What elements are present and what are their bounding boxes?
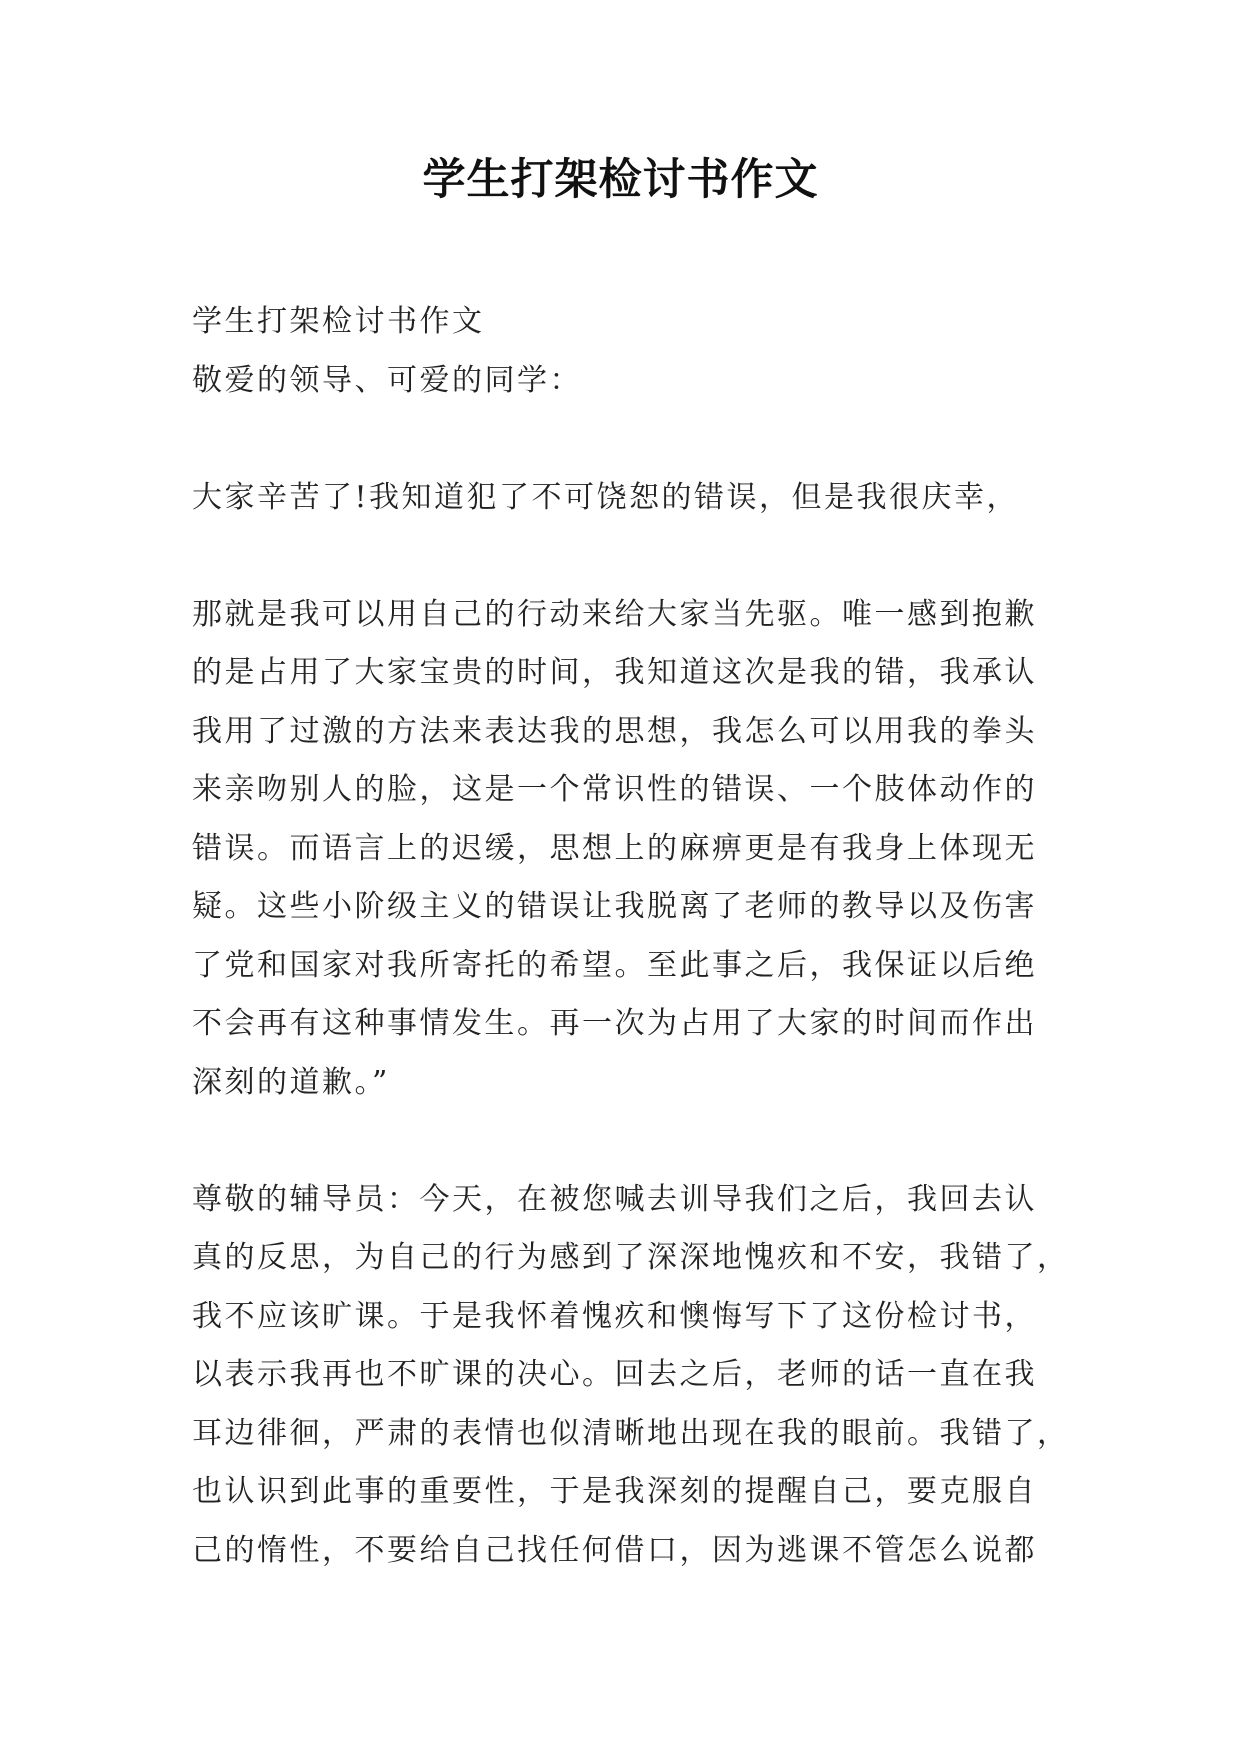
blank-line bbox=[192, 1112, 1062, 1171]
text-line: 尊敬的辅导员：今天，在被您喊去训导我们之后，我回去认 bbox=[192, 1181, 1037, 1217]
text-line: 疑。这些小阶级主义的错误让我脱离了老师的教导以及伤害 bbox=[192, 889, 1037, 924]
document-title: 学生打架检讨书作文 bbox=[422, 155, 819, 205]
text-line: 那就是我可以用自己的行动来给大家当先驱。唯一感到抱歉 bbox=[192, 596, 1037, 632]
text-line: 大家辛苦了!我知道犯了不可饶恕的错误，但是我很庆幸， bbox=[192, 479, 1020, 515]
text-line: 来亲吻别人的脸，这是一个常识性的错误、一个肢体动作的 bbox=[192, 772, 1037, 807]
text-line: 也认识到此事的重要性，于是我深刻的提醒自己，要克服自 bbox=[192, 1474, 1037, 1509]
text-line: 错误。而语言上的迟缓，思想上的麻痹更是有我身上体现无 bbox=[192, 830, 1037, 866]
blank-line bbox=[192, 410, 1062, 469]
blank-line bbox=[192, 527, 1062, 586]
text-line: 我不应该旷课。于是我怀着愧疚和懊悔写下了这份检讨书， bbox=[192, 1298, 1037, 1334]
text-line: 我用了过激的方法来表达我的思想，我怎么可以用我的拳头 bbox=[192, 713, 1037, 749]
text-line: 不会再有这种事情发生。再一次为占用了大家的时间而作出 bbox=[192, 1006, 1037, 1041]
text-line: 的是占用了大家宝贵的时间，我知道这次是我的错，我承认 bbox=[192, 655, 1037, 690]
text-line: 耳边徘徊，严肃的表情也似清晰地出现在我的眼前。我错了， bbox=[192, 1415, 1070, 1451]
text-line: 以表示我再也不旷课的决心。回去之后，老师的话一直在我 bbox=[192, 1357, 1037, 1392]
text-line: 学生打架检讨书作文 bbox=[192, 304, 485, 339]
document-body bbox=[192, 293, 1070, 1580]
text-line: 了党和国家对我所寄托的希望。至此事之后，我保证以后绝 bbox=[192, 947, 1037, 983]
text-line: 深刻的道歉。” bbox=[192, 1064, 390, 1100]
text-line: 敬爱的领导、可爱的同学： bbox=[192, 362, 582, 398]
text-line: 真的反思，为自己的行为感到了深深地愧疚和不安，我错了， bbox=[192, 1240, 1070, 1275]
text-line: 己的惰性，不要给自己找任何借口，因为逃课不管怎么说都 bbox=[192, 1532, 1037, 1568]
